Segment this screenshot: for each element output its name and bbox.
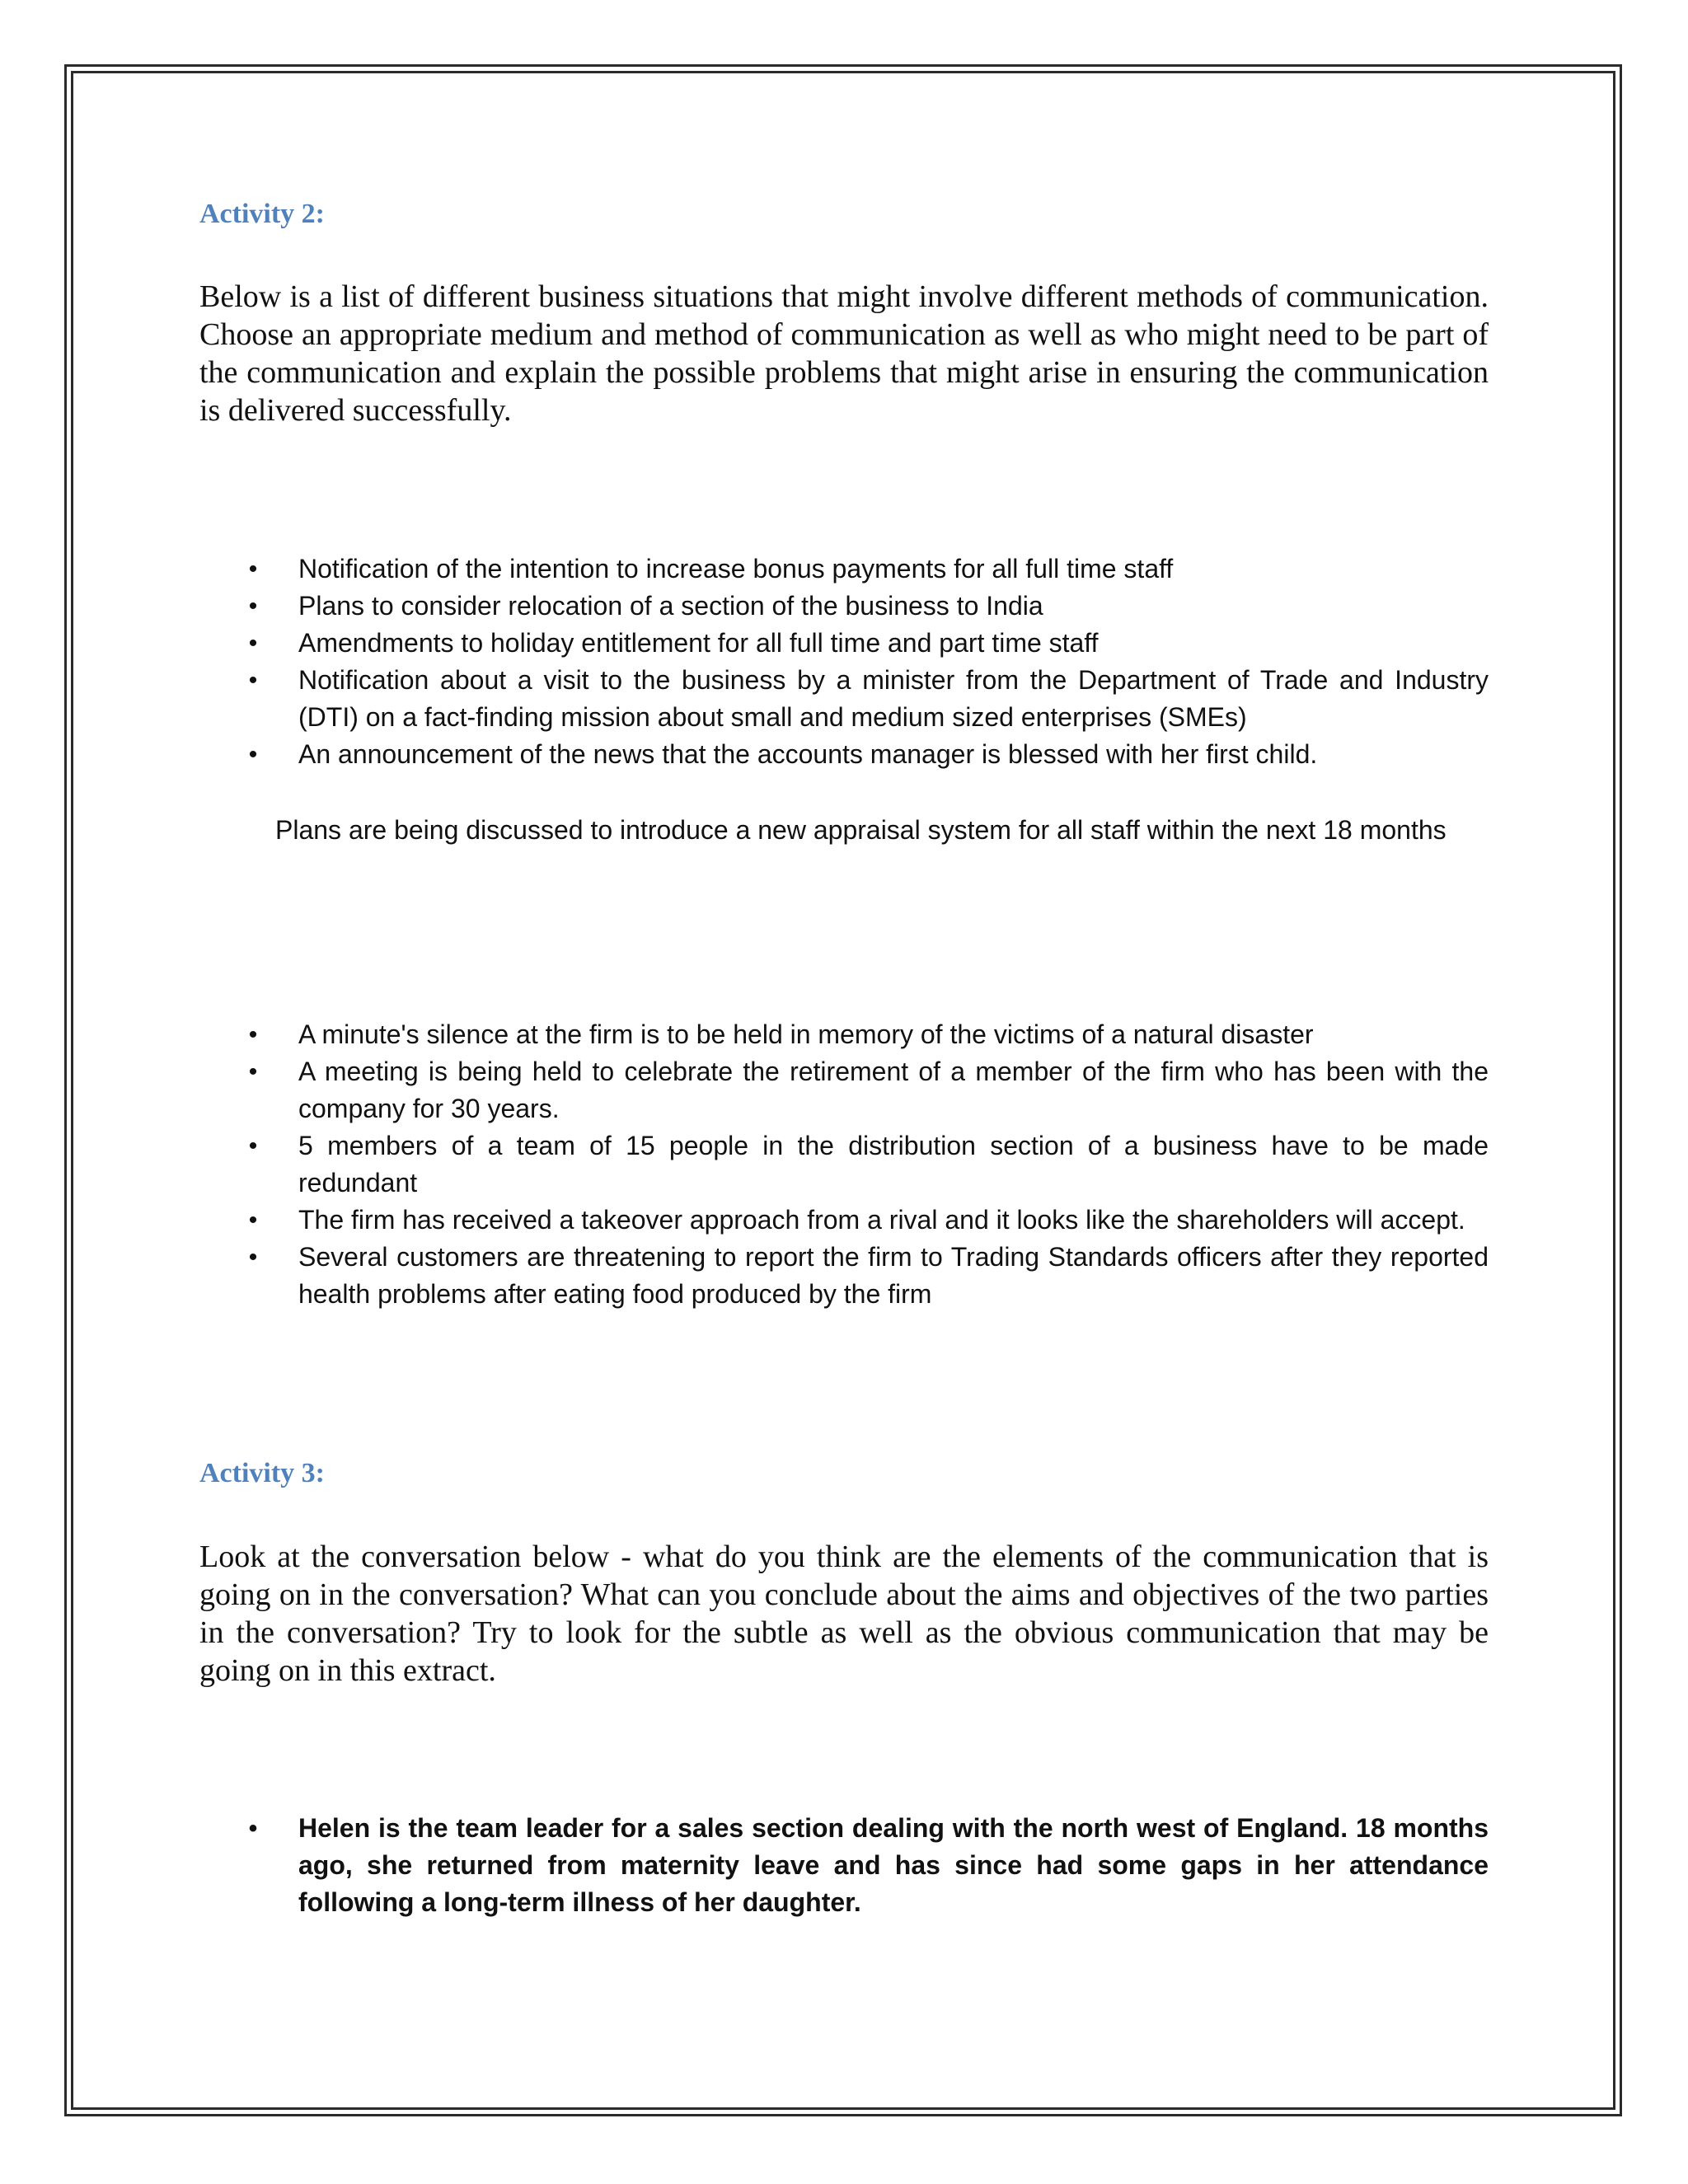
activity-2-situations-list-2 xyxy=(199,1016,1489,1313)
list-item: • The firm has received a takeover approach from a rival and it looks like the shareholders will accept. xyxy=(199,1202,1489,1239)
appraisal-paragraph: Plans are being discussed to introduce a new appraisal system for all staff within the next 18 months xyxy=(275,815,1447,845)
activity-3-heading: Activity 3: xyxy=(199,1458,326,1488)
list-item: • Notification about a visit to the business by a minister from the Department of Trade and Industry (DTI) on a fact-finding mission about small and medium sized enterprises (SMEs) xyxy=(199,662,1489,736)
bullet-icon: • xyxy=(248,593,258,620)
list-item: • 5 members of a team of 15 people in the distribution section of a business have to be made redundant xyxy=(199,1127,1489,1202)
activity-3-intro: Look at the conversation below - what do you think are the elements of the communication that is going on in the conversation? What can you conclude about the aims and objectives of the two parties in the conversation? Try to look for the subtle as well as the obvious communication that may be going on in this extract. xyxy=(199,1540,1489,1688)
bullet-icon: • xyxy=(248,1815,258,1842)
activity-2-situations-list xyxy=(199,551,1489,773)
list-item: • Plans to consider relocation of a section of the business to India xyxy=(199,588,1489,625)
bullet-icon: • xyxy=(248,741,258,768)
list-item: • An announcement of the news that the accounts manager is blessed with her first child. xyxy=(199,736,1489,773)
bullet-icon: • xyxy=(248,1244,258,1271)
bullet-icon: • xyxy=(248,555,258,583)
list-item: • Several customers are threatening to report the firm to Trading Standards officers after they reported health problems after eating food produced by the firm xyxy=(199,1239,1489,1313)
activity-3-conversation-list xyxy=(199,1810,1489,1921)
list-item: • A minute's silence at the firm is to be held in memory of the victims of a natural disaster xyxy=(199,1016,1489,1053)
bullet-icon: • xyxy=(248,1207,258,1234)
activity-2-heading: Activity 2: xyxy=(199,199,326,229)
bullet-icon: • xyxy=(248,1021,258,1048)
list-item: • Helen is the team leader for a sales section dealing with the north west of England. 18 months ago, she returned from maternity leave and has since had some gaps in her attendance following a long-term illness of her daughter. xyxy=(199,1810,1489,1921)
bullet-icon: • xyxy=(248,1058,258,1085)
activity-2-intro: Below is a list of different business situations that might involve different methods of communication. Choose an appropriate medium and method of communication as well as who might need to be part of the communication and explain the possible problems that might arise in ensuring the communication is delivered successfully. xyxy=(199,279,1489,428)
list-item: • A meeting is being held to celebrate the retirement of a member of the firm who has been with the company for 30 years. xyxy=(199,1053,1489,1127)
bullet-icon: • xyxy=(248,630,258,657)
list-item: • Amendments to holiday entitlement for all full time and part time staff xyxy=(199,625,1489,662)
list-item: • Notification of the intention to increase bonus payments for all full time staff xyxy=(199,551,1489,588)
bullet-icon: • xyxy=(248,1132,258,1160)
bullet-icon: • xyxy=(248,667,258,694)
